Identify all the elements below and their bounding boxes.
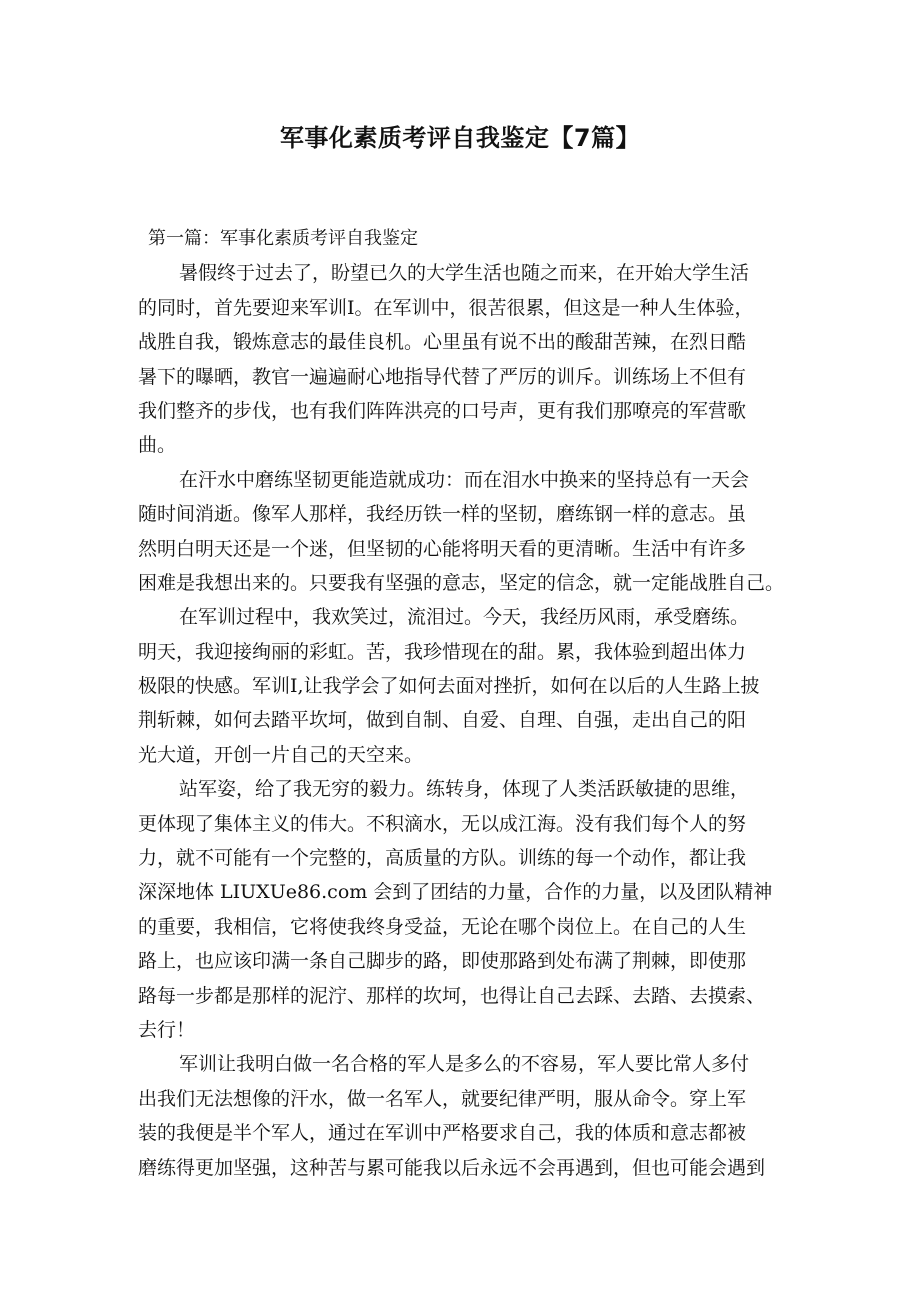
text-line: 暑下的曝晒，教官一遍遍耐心地指导代替了严厉的训斥。训练场上不但有: [138, 365, 747, 388]
text-line: 在汗水中磨练坚韧更能造就成功：而在泪水中换来的坚持总有一天会: [179, 468, 750, 491]
text-line: 在军训过程中，我欢笑过，流泪过。今天，我经历风雨，承受磨练。: [179, 606, 750, 629]
text-line: 曲。: [138, 434, 177, 457]
text-line: 路每一步都是那样的泥泞、那样的坎坷，也得让自己去踩、去踏、去摸索、: [138, 984, 766, 1007]
text-line: 磨练得更加坚强，这种苦与累可能我以后永远不会再遇到，但也可能会遇到: [138, 1156, 766, 1179]
text-line: 我们整齐的步伐，也有我们阵阵洪亮的口号声，更有我们那嘹亮的军营歌: [138, 399, 747, 422]
text-line: 困难是我想出来的。只要我有坚强的意志，坚定的信念，就一定能战胜自己。: [138, 571, 785, 594]
text-line: 的重要，我相信，它将使我终身受益，无论在哪个岗位上。在自己的人生: [138, 915, 747, 938]
paragraph-4: [138, 772, 828, 1047]
text-line: 军训让我明白做一名合格的军人是多么的不容易，军人要比常人多付: [179, 1053, 750, 1076]
text-line: 去行！: [138, 1018, 196, 1041]
text-line: 战胜自我，锻炼意志的最佳良机。心里虽有说不出的酸甜苦辣，在烈日酷: [138, 331, 747, 354]
section-heading: 第一篇：军事化素质考评自我鉴定: [148, 228, 418, 249]
paragraph-3: [138, 600, 828, 772]
text-line: 更体现了集体主义的伟大。不积滴水，无以成江海。没有我们每个人的努: [138, 812, 747, 835]
text-line: 出我们无法想像的汗水，做一名军人，就要纪律严明，服从命令。穿上军: [138, 1087, 747, 1110]
text-line: 荆斩棘，如何去踏平坎坷，做到自制、自爱、自理、自强，走出自己的阳: [138, 709, 747, 732]
text-line: 明天，我迎接绚丽的彩虹。苦，我珍惜现在的甜。累，我体验到超出体力: [138, 640, 747, 663]
text-line: 深深地体 LIUXUe86.com 会到了团结的力量，合作的力量，以及团队精神: [138, 881, 773, 904]
text-line: 路上，也应该印满一条自己脚步的路，即使那路到处布满了荆棘，即使那: [138, 950, 747, 973]
text-line: 装的我便是半个军人，通过在军训中严格要求自己，我的体质和意志都被: [138, 1122, 747, 1145]
text-line: 暑假终于过去了，盼望已久的大学生活也随之而来，在开始大学生活: [179, 262, 750, 285]
text-line: 站军姿，给了我无穷的毅力。练转身，体现了人类活跃敏捷的思维，: [179, 778, 750, 801]
text-line: 的同时，首先要迎来军训I。在军训中，很苦很累，但这是一种人生体验，: [138, 296, 754, 319]
paragraph-1: [138, 256, 828, 462]
text-line: 然明白明天还是一个迷，但坚韧的心能将明天看的更清晰。生活中有许多: [138, 537, 747, 560]
text-line: 光大道，开创一片自己的天空来。: [138, 743, 424, 766]
text-line: 力，就不可能有一个完整的，高质量的方队。训练的每一个动作，都让我: [138, 847, 747, 870]
paragraph-5: [138, 1047, 828, 1185]
document-body: [138, 222, 828, 1185]
paragraph-2: [138, 463, 828, 601]
document-title: 军事化素质考评自我鉴定【7篇】: [279, 124, 641, 152]
text-line: 随时间消逝。像军人那样，我经历铁一样的坚韧，磨练钢一样的意志。虽: [138, 503, 747, 526]
text-line: 极限的快感。军训I,让我学会了如何去面对挫折，如何在以后的人生路上披: [138, 675, 760, 698]
